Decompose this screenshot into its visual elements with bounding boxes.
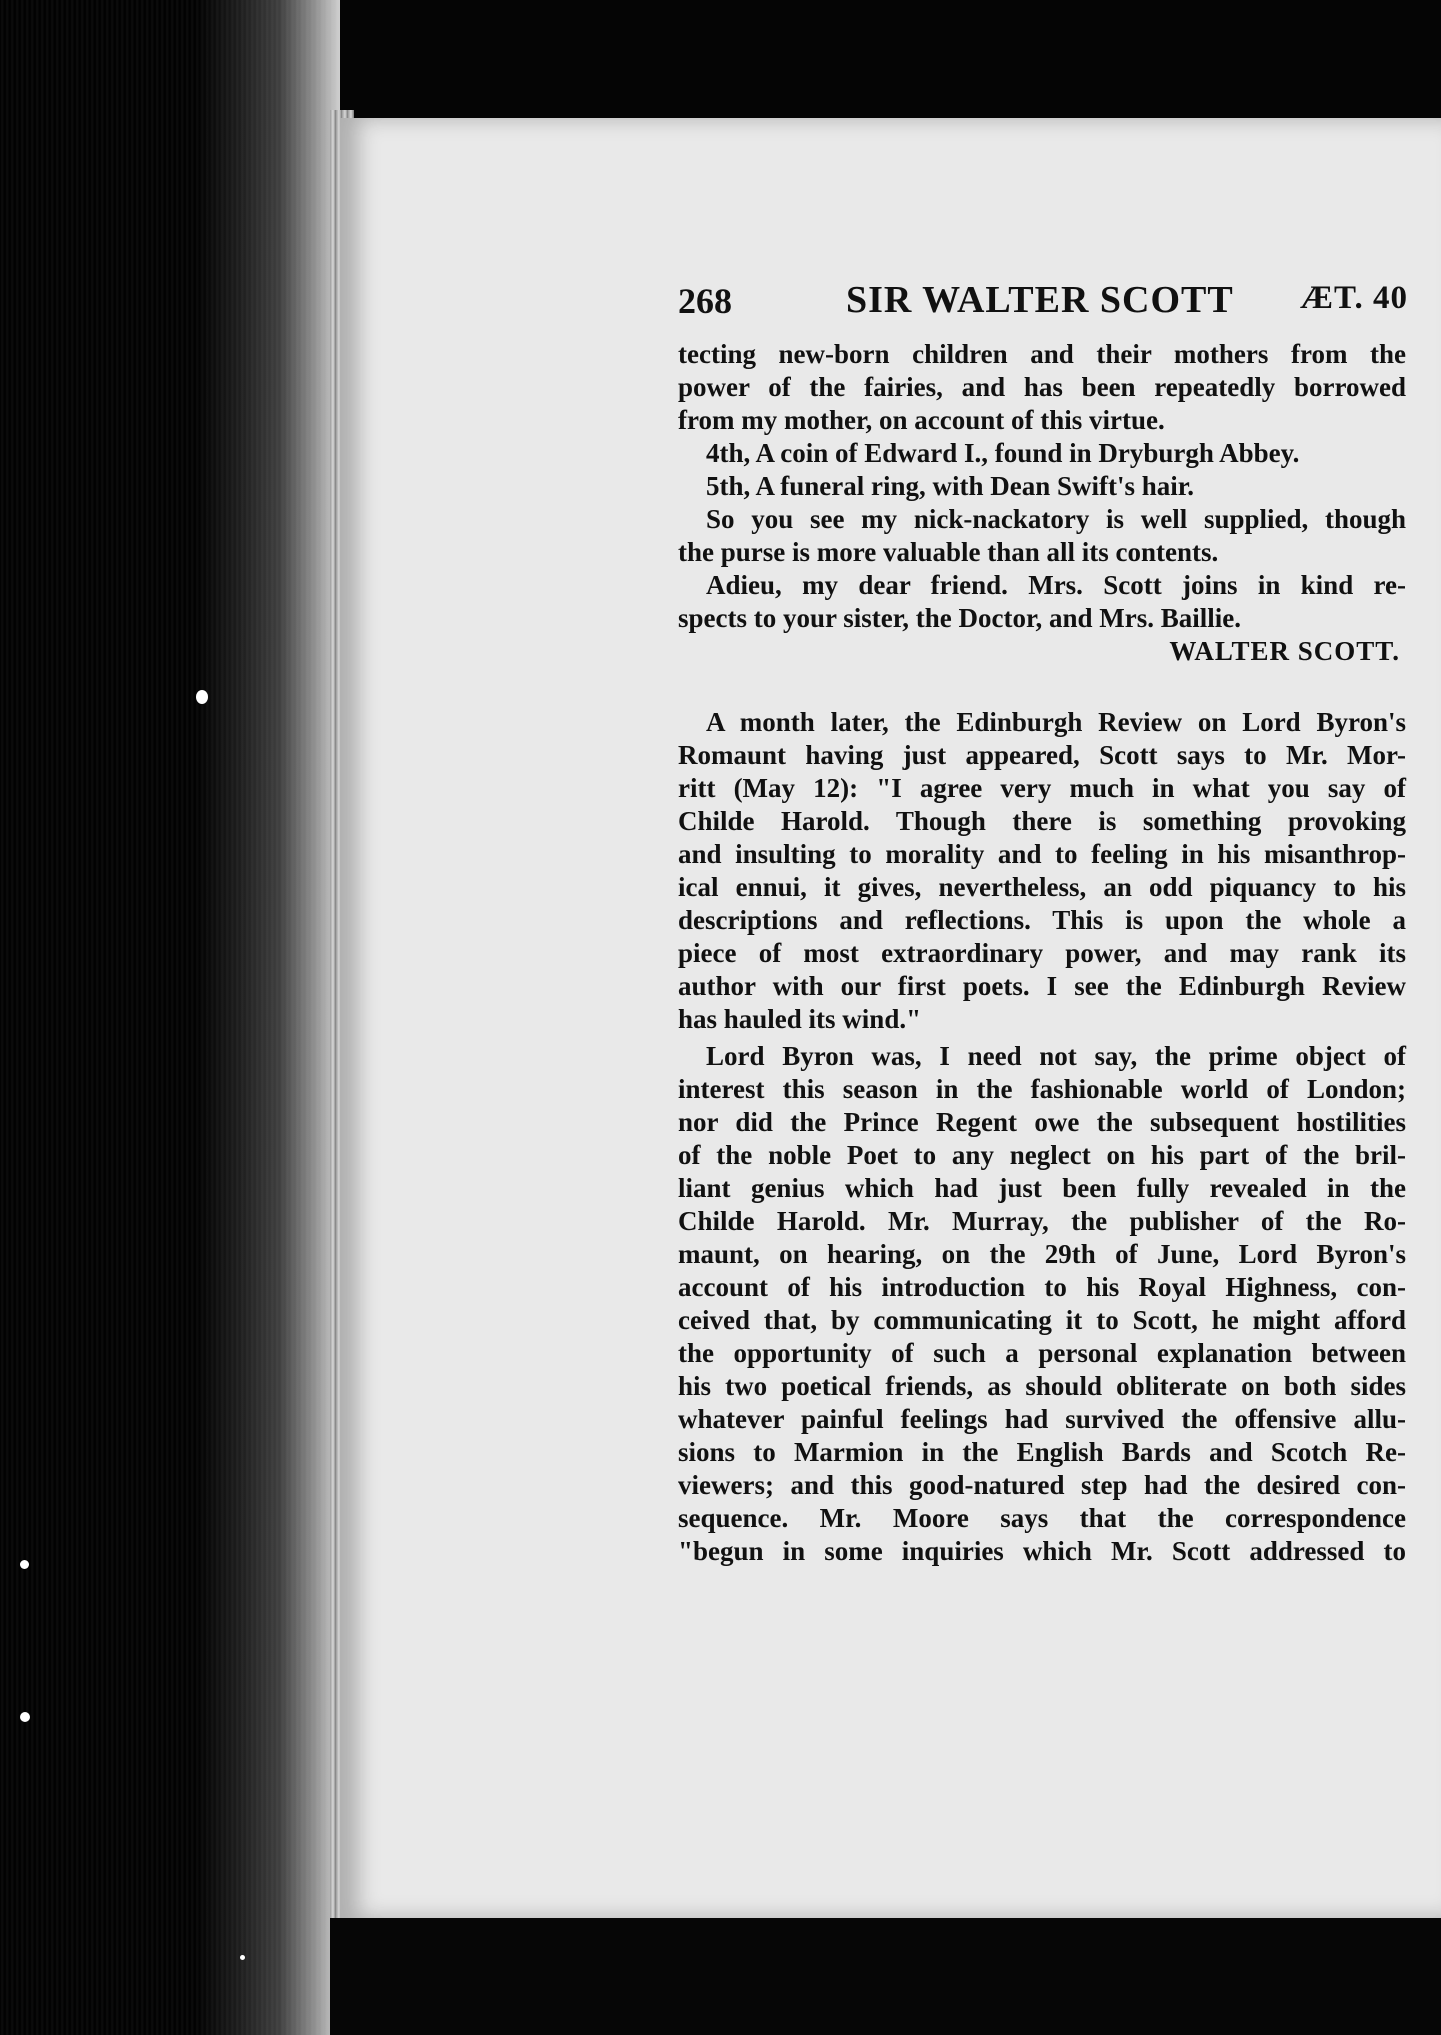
running-title: SIR WALTER SCOTT [846,279,1234,321]
text-line: maunt, on hearing, on the 29th of June, Lord Byron's [678,1239,1406,1269]
text-line: power of the fairies, and has been repeatedly borrowed [678,372,1406,402]
text-line: sequence. Mr. Moore says that the correspondence [678,1503,1406,1533]
text-line: of the noble Poet to any neglect on his part of the bril- [678,1140,1406,1170]
dust-speck [196,690,208,704]
text-line: Childe Harold. Though there is something provoking [678,806,1406,836]
text-line: Lord Byron was, I need not say, the prime object of [706,1041,1406,1071]
text-line: Romaunt having just appeared, Scott says to Mr. Mor- [678,740,1406,770]
text-line: A month later, the Edinburgh Review on Lord Byron's [706,707,1406,737]
signature: WALTER SCOTT. [1169,636,1400,666]
dust-speck [240,1955,245,1960]
text-line: viewers; and this good-natured step had the desired con- [678,1470,1406,1500]
bottom-shadow [330,1918,1441,2035]
text-line: 4th, A coin of Edward I., found in Dryburgh Abbey. [706,438,1300,468]
text-line: Adieu, my dear friend. Mrs. Scott joins in kind re- [706,570,1406,600]
text-line: 5th, A funeral ring, with Dean Swift's hair. [706,471,1195,501]
text-line: interest this season in the fashionable world of London; [678,1074,1406,1104]
dust-speck [20,1560,29,1569]
book-spine-shadow [0,0,340,2035]
text-line: So you see my nick-nackatory is well supplied, though [706,504,1406,534]
text-line: author with our first poets. I see the Edinburgh Review [678,971,1406,1001]
text-line: from my mother, on account of this virtue. [678,405,1165,435]
text-line: spects to your sister, the Doctor, and Mrs. Baillie. [678,603,1241,633]
age-marker: ÆT. 40 [1299,280,1408,316]
paragraph-byron-prince-regent [678,1040,1406,1568]
text-line: descriptions and reflections. This is upon the whole a [678,905,1406,935]
text-line: nor did the Prince Regent owe the subsequent hostilities [678,1107,1406,1137]
text-line: liant genius which had just been fully revealed in the [678,1173,1406,1203]
dust-speck [20,1712,30,1722]
text-line: sions to Marmion in the English Bards and Scotch Re- [678,1437,1406,1467]
text-line: tecting new-born children and their mothers from the [678,339,1406,369]
text-line: ritt (May 12): "I agree very much in what you say of [678,773,1406,803]
text-line: and insulting to morality and to feeling in his misanthrop- [678,839,1406,869]
text-line: account of his introduction to his Royal Highness, con- [678,1272,1406,1302]
text-line: ceived that, by communicating it to Scott, he might afford [678,1305,1406,1335]
text-line: the purse is more valuable than all its contents. [678,537,1219,567]
text-line: whatever painful feelings had survived the offensive allu- [678,1404,1406,1434]
text-line: has hauled its wind." [678,1004,922,1034]
text-line: the opportunity of such a personal explanation between [678,1338,1406,1368]
text-line: piece of most extraordinary power, and may rank its [678,938,1406,968]
text-line: his two poetical friends, as should obliterate on both sides [678,1371,1406,1401]
text-line: "begun in some inquiries which Mr. Scott addressed to [678,1536,1406,1566]
page-number: 268 [678,281,732,321]
text-line: Childe Harold. Mr. Murray, the publisher of the Ro- [678,1206,1406,1236]
text-line: ical ennui, it gives, nevertheless, an odd piquancy to his [678,872,1406,902]
running-head [678,280,1408,330]
letter-continuation [678,338,1406,668]
paragraph-byron-review [678,706,1406,1036]
